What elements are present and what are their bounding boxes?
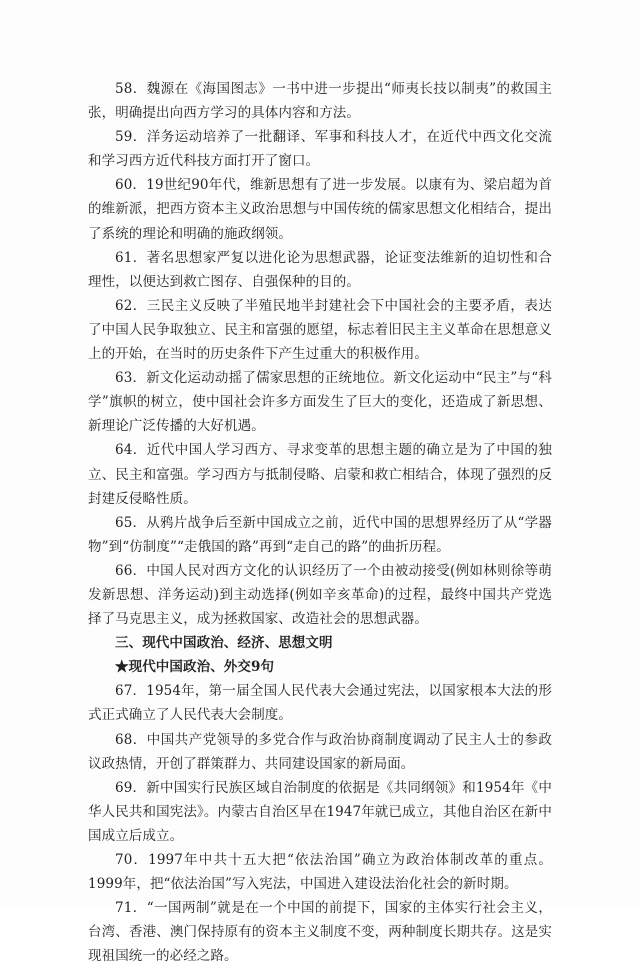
paragraph-64: 64．近代中国人学习西方、寻求变革的思想主题的确立是为了中国的独立、民主和富强。学习西方与抵制侵略、启蒙和救亡相结合，体现了强烈的反封建反侵略性质。 [88,442,552,507]
paragraph-67: 67．1954年，第一届全国人民代表大会通过宪法，以国家根本大法的形式正式确立了人民代表大会制度。 [88,683,552,724]
paragraph-69: 69．新中国实行民族区域自治制度的依据是《共同纲领》和1954年《中华人民共和国宪法》。内蒙古自治区早在1947年就已成立，其他自治区在新中国成立后成立。 [88,779,552,844]
paragraph-62: 62．三民主义反映了半殖民地半封建社会下中国社会的主要矛盾，表达了中国人民争取独立、民主和富强的愿望，标志着旧民主主义革命在思想意义上的开始，在当时的历史条件下产生过重大的积极作用。 [88,297,552,363]
paragraph-68: 68．中国共产党领导的多党合作与政治协商制度调动了民主人士的参政议政热情，开创了群策群力、共同建设国家的新局面。 [88,731,552,772]
paragraph-58: 58．魏源在《海国图志》一书中进一步提出“师夷长技以制夷”的救国主张，明确提出向西方学习的具体内容和方法。 [88,81,552,122]
paragraph-66: 66．中国人民对西方文化的认识经历了一个由被动接受(例如林则徐等萌发新思想、洋务运动)到主动选择(例如辛亥革命)的过程，最终中国共产党选择了马克思主义，成为拯救国家、改造社会的思想武器。 [88,562,552,628]
subsection-heading: ★现代中国政治、外交9句 [115,659,275,676]
paragraph-61: 61．著名思想家严复以进化论为思想武器，论证变法维新的迫切性和合理性，以便达到救亡图存、自强保种的目的。 [88,249,552,290]
paragraph-63: 63．新文化运动动摇了儒家思想的正统地位。新文化运动中“民主”与“科学”旗帜的树立，使中国社会许多方面发生了巨大的变化，还造成了新思想、新理论广泛传播的大好机遇。 [88,370,552,435]
section-heading: 三、现代中国政治、经济、思想文明 [115,635,333,652]
paragraph-59: 59．洋务运动培养了一批翻译、军事和科技人才，在近代中西文化交流和学习西方近代科技方面打开了窗口。 [88,129,552,170]
document-body [88,77,552,968]
paragraph-60: 60．19世纪90年代，维新思想有了进一步发展。以康有为、梁启超为首的维新派，把西方资本主义政治思想与中国传统的儒家思想文化相结合，提出了系统的理论和明确的施政纲领。 [88,177,552,242]
paragraph-70: 70．1997年中共十五大把“依法治国”确立为政治体制改革的重点。1999年，把“依法治国”写入宪法，中国进入建设法治化社会的新时期。 [88,852,552,893]
paragraph-71: 71．“一国两制”就是在一个中国的前提下，国家的主体实行社会主义，台湾、香港、澳门保持原有的资本主义制度不变，两种制度长期共存。这是实现祖国统一的必经之路。 [88,900,552,965]
paragraph-65: 65．从鸦片战争后至新中国成立之前，近代中国的思想界经历了从“学器物”到“仿制度”“走俄国的路”再到“走自己的路”的曲折历程。 [88,514,552,555]
